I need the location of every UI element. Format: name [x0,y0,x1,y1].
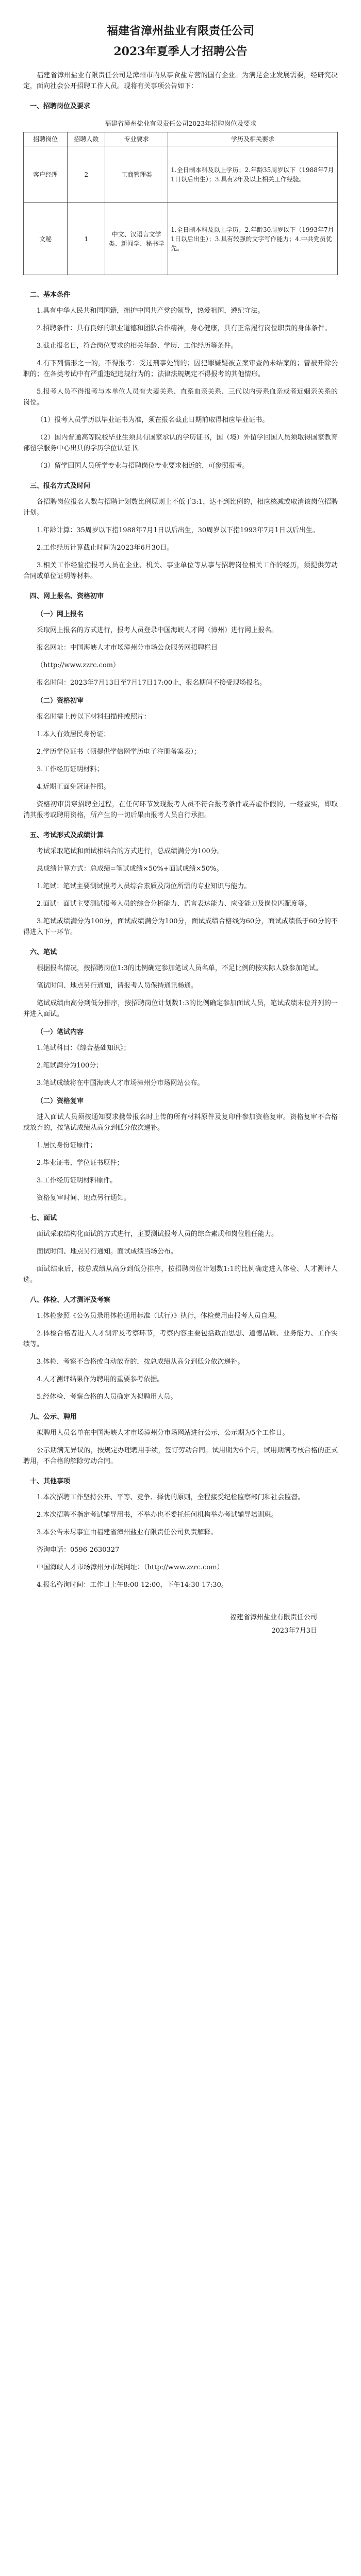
th-count: 招聘人数 [68,132,105,146]
paragraph: 公示期满无异议的，按规定办理聘用手续，签订劳动合同。试用期为6个月，试用期满考核合格的正式聘用，不合格的解除劳动合同。 [23,1447,338,1465]
section-8-heading: 八、体检、人才测评及考察 [30,1296,111,1304]
paragraph: （1）报考人员学历以毕业证书为准，须在报名截止日期前取得相应毕业证书。 [37,416,269,424]
paragraph: 进入面试人员须按通知要求携带报名时上传的所有材料原件及复印件参加资格复审。资格复审不合格或放弃的，按笔试成绩从高分到低分依次递补。 [23,1113,338,1132]
paragraph: 报名时需上传以下材料扫描件或照片： [37,713,151,721]
paragraph: 2.学历学位证书（须提供学信网学历电子注册备案表）； [37,748,201,756]
cell-major: 中文、汉语言文学类、新闻学、秘书学 [105,203,168,275]
cell-count: 2 [68,146,105,203]
subsection-heading: （二）资格初审 [37,697,84,705]
paragraph: 1.居民身份证原件； [37,1142,97,1149]
cell-requirements: 1.全日制本科及以上学历；2.年龄30周岁以下（1993年7月1日以后出生）；3.具有较强的文字写作能力；4.中共党员优先。 [168,203,338,275]
paragraph: 各招聘岗位报名人数与招聘计划数比例原则上不低于3:1，达不到比例的，相应核减或取消该岗位招聘计划。 [23,498,338,517]
paragraph: 3.笔试成绩满分为100分，面试成绩满分为100分，面试成绩合格线为60分，面试成绩低于60分的不得进入下一环节。 [23,918,338,936]
table-row [24,146,338,203]
paragraph: 4.报名咨询时间：工作日上午8:00-12:00，下午14:30-17:30。 [37,1581,228,1589]
paragraph: 2.本次招聘不指定考试辅导用书，不举办也不委托任何机构举办考试辅导培训班。 [37,1511,278,1519]
paragraph: 3.笔试成绩将在中国海峡人才市场漳州分市场网站公布。 [37,1079,204,1087]
th-requirements: 学历及相关要求 [168,132,338,146]
subsection-heading: （二）资格复审 [37,1097,84,1105]
paragraph: 1.年龄计算：35周岁以下指1988年7月1日以后出生，30周岁以下指1993年7月1日以后出生。 [37,527,319,534]
paragraph: 2.面试：面试主要测试报考人员的综合分析能力、语言表达能力、应变能力及岗位匹配度等。 [37,900,311,908]
paragraph: 笔试成绩由高分到低分排序，按招聘岗位计划数1:3的比例确定参加面试人员，笔试成绩末位并列的一并进入面试。 [23,999,338,1018]
document-body [23,0,338,1638]
section-6-heading: 六、笔试 [30,948,57,956]
signature-block [23,1611,338,1638]
doc-title-line1: 福建省漳州盐业有限责任公司 [106,24,254,38]
doc-title-line2: 2023年夏季人才招聘公告 [113,45,248,58]
paragraph: 1.本次招聘工作坚持公开、平等、竞争、择优的原则，全程接受纪检监察部门和社会监督。 [37,1494,305,1501]
paragraph: 考试采取笔试和面试相结合的方式进行，总成绩满分为100分。 [37,848,224,855]
paragraph: 3.工作经历证明材料； [37,766,104,773]
paragraph: 2.招聘条件：具有良好的职业道德和团队合作精神，身心健康，具有正常履行岗位职责的身体条件。 [37,325,332,332]
section-4-heading: 四、网上报名、资格初审 [30,592,104,600]
paragraph: 根据报名情况，按招聘岗位1:3的比例确定参加笔试人员名单，不足比例的按实际人数参加笔试。 [37,964,322,972]
th-post: 招聘岗位 [24,132,68,146]
subsection-heading: （一）笔试内容 [37,1028,84,1036]
signature-date: 2023年7月3日 [271,1627,317,1635]
paragraph: 3.本公告未尽事宜由福建省漳州盐业有限责任公司负责解释。 [37,1529,218,1536]
cell-major: 工商管理类 [105,146,168,203]
cell-post: 客户经理 [24,146,68,203]
paragraph: 面试采取结构化面试的方式进行，主要测试报考人员的综合素质和岗位胜任能力。 [37,1230,278,1238]
paragraph: （3）留学回国人员所学专业与招聘岗位专业要求相近的，可参照报考。 [37,462,249,470]
paragraph: 笔试时间、地点另行通知，请报考人员保持通讯畅通。 [37,982,198,990]
cell-post: 文秘 [24,203,68,275]
paragraph: 1.笔试：笔试主要测试报考人员综合素质及岗位所需的专业知识与能力。 [37,883,251,890]
registration-url-link[interactable]: （http://www.zzrc.com） [37,662,120,669]
paragraph: 4.人才测评结果作为聘用的重要参考依据。 [37,1376,164,1383]
paragraph: 1.本人有效居民身份证； [37,731,110,738]
paragraph: 1.体检参照《公务员录用体检通用标准（试行）》执行，体检费用由报考人员自理。 [37,1312,281,1320]
section-7-heading: 七、面试 [30,1214,57,1222]
paragraph: 3.工作经历证明材料原件。 [37,1177,117,1184]
paragraph: 报名网址：中国海峡人才市场漳州分市场公众服务网招聘栏目 [37,644,218,652]
paragraph: 3.相关工作经验指报考人员在企业、机关、事业单位等从事与招聘岗位相关工作的经历，须提供劳动合同或单位证明等材料。 [23,562,338,580]
paragraph: 1.具有中华人民共和国国籍，拥护中国共产党的领导，热爱祖国，遵纪守法。 [37,307,265,315]
cell-requirements: 1.全日制本科及以上学历；2.年龄35周岁以下（1988年7月1日以后出生）；3.具有2年及以上相关工作经验。 [168,146,338,203]
paragraph: 3.截止报名日，符合岗位要求的相关年龄、学历、工作经历等条件。 [37,342,238,350]
paragraph: 5.经体检、考察合格的人员确定为拟聘用人员。 [37,1393,177,1401]
section-9-heading: 九、公示、聘用 [30,1413,77,1421]
contact-phone: 咨询电话：0596-2630327 [37,1546,120,1554]
table-row [24,203,338,275]
section-1-heading: 一、招聘岗位及要求 [30,103,91,110]
paragraph: 5.报考人员不得报考与本单位人员有夫妻关系、直系血亲关系、三代以内旁系血亲或者近姻亲关系的岗位。 [23,388,338,406]
website-link[interactable]: 中国海峡人才市场漳州分市场网址：（http://www.zzrc.com） [37,1564,224,1571]
paragraph: 4.有下列情形之一的，不得报考：受过刑事处罚的；因犯罪嫌疑被立案审查尚未结案的；曾被开除公职的；在各类考试中有严重违纪违规行为的；法律法规规定不得报考的其他情形。 [23,360,338,378]
paragraph: 2.笔试满分为100分； [37,1062,103,1070]
paragraph: 4.近期正面免冠证件照。 [37,783,110,791]
table-caption: 福建省漳州盐业有限责任公司2023年招聘岗位及要求 [104,120,257,127]
cell-count: 1 [68,203,105,275]
paragraph: 资格初审贯穿招聘全过程，在任何环节发现报考人员不符合报考条件或弄虚作假的，一经查实，即取消其报考或聘用资格，所产生的一切后果由报考人员自行承担。 [23,801,338,819]
paragraph: 总成绩计算方式：总成绩=笔试成绩×50%+面试成绩×50%。 [37,865,223,873]
paragraph: 采取网上报名的方式进行，报考人员登录中国海峡人才网（漳州）进行网上报名。 [37,626,278,634]
paragraph: （2）国内普通高等院校毕业生须具有国家承认的学历证书，国（境）外留学回国人员须取得国家教育部留学服务中心出具的学历学位认证书。 [23,434,338,452]
paragraph: 1.笔试科目：《综合基础知识》； [37,1044,130,1052]
table-header-row [24,132,338,146]
paragraph: 2.工作经历计算截止时间为2023年6月30日。 [37,544,174,552]
th-major: 专业要求 [105,132,168,146]
paragraph: 面试结束后，按总成绩从高分到低分排序，按招聘岗位计划数1:1的比例确定进入体检、人才测评人选。 [23,1265,338,1284]
paragraph: 面试时间、地点另行通知。面试成绩当场公布。 [37,1248,178,1256]
paragraph: 2.体检合格者进入人才测评及考察环节，考察内容主要包括政治思想、道德品质、业务能力、工作实绩等。 [23,1330,338,1348]
subsection-heading: （一）网上报名 [37,611,84,618]
paragraph: 3.体检、考察不合格或自动放弃的，按总成绩从高分到低分依次递补。 [37,1358,244,1366]
paragraph: 拟聘用人员名单在中国海峡人才市场漳州分市场网站进行公示，公示期为5个工作日。 [37,1429,289,1437]
section-2-heading: 二、基本条件 [30,291,71,299]
recruitment-table [23,132,338,275]
paragraph: 资格复审时间、地点另行通知。 [37,1194,131,1202]
section-10-heading: 十、其他事项 [30,1478,71,1485]
signature-org: 福建省漳州盐业有限责任公司 [229,1614,317,1621]
section-5-heading: 五、考试形式及成绩计算 [30,832,104,839]
section-3-heading: 三、报名方式及时间 [30,482,91,490]
paragraph: 报名时间：2023年7月13日至7月17日17:00止，报名期间不接受现场报名。 [37,679,267,687]
paragraph: 2.毕业证书、学位证书原件； [37,1159,124,1167]
intro-paragraph: 福建省漳州盐业有限责任公司是漳州市内从事食盐专营的国有企业。为满足企业发展需要，经研究决定，面向社会公开招聘工作人员。现将有关事项公告如下： [23,72,338,90]
